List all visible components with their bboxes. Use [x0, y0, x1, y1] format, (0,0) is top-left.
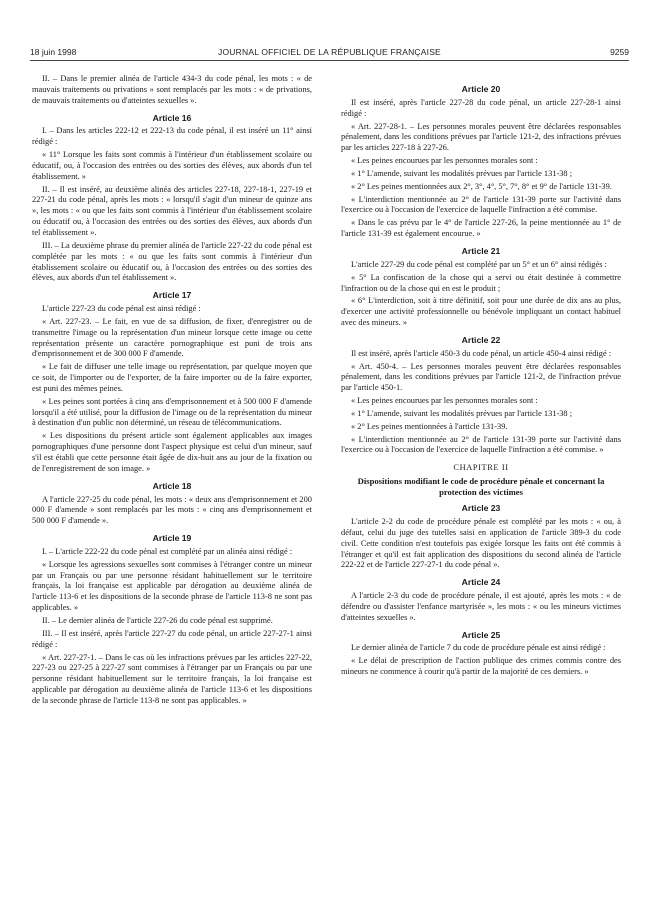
article-heading: Article 25 [461, 629, 501, 640]
paragraph: « L'interdiction mentionnée au 2° de l'article 131-39 porte sur l'activité dans l'exercice ou à l'occasion de l'exercice de laquelle l'infraction a été commise. » [341, 434, 621, 455]
paragraph: Il est inséré, après l'article 227-28 du code pénal, un article 227-28-1 ainsi rédigé : [341, 97, 621, 118]
right-column [341, 74, 621, 680]
paragraph: L'article 227-29 du code pénal est complété par un 5° et un 6° ainsi rédigés : [351, 259, 607, 269]
paragraph: « Dans le cas prévu par le 4° de l'article 227-26, la peine mentionnée au 1° de l'article 131-39 est également encourue. » [341, 218, 621, 239]
header-page-number: 9259 [610, 47, 629, 57]
paragraph: « Les dispositions du présent article sont également applicables aux images pornographiques d'une personne dont l'aspect physique est celui d'un mineur, sauf s'il est établi que cette personne était âgée de dix-huit ans au jour de la fixation ou de l'enregistrement de son image. » [32, 431, 312, 473]
paragraph: « Le délai de prescription de l'action publique des crimes commis contre des mineurs ne commence à courir qu'à partir de la majorité de ces derniers. » [341, 656, 621, 677]
article-heading: Article 19 [152, 533, 192, 544]
paragraph: « Les peines sont portées à cinq ans d'emprisonnement et à 500 000 F d'amende lorsqu'il a été utilisé, pour la diffusion de l'image ou de la représentation du mineur à destination d'un public non déterminé, un réseau de télécommunications. [32, 396, 312, 428]
paragraph: « 1° L'amende, suivant les modalités prévues par l'article 131-38 ; [351, 408, 573, 418]
paragraph: « 1° L'amende, suivant les modalités prévues par l'article 131-38 ; [351, 168, 573, 178]
article-heading: Article 17 [152, 290, 192, 301]
paragraph: « 2° Les peines mentionnées à l'article 131-39. [351, 421, 508, 431]
left-column [32, 74, 312, 709]
paragraph: III. – La deuxième phrase du premier alinéa de l'article 227-22 du code pénal est complétée par les mots : « ou que les faits sont commis à l'intérieur d'un établissement scolaire ou éducatif ou, à l'occasion des entrées ou des sorties des élèves, aux abords d'un tel établissement ». [32, 240, 312, 283]
chapter-title: Dispositions modifiant le code de procédure pénale et concernant la protection des victimes [357, 476, 605, 497]
paragraph: « 6° L'interdiction, soit à titre définitif, soit pour une durée de dix ans au plus, d'exercer une activité professionnelle ou bénévole impliquant un contact habituel avec des mineurs. » [341, 296, 621, 328]
article-heading: Article 20 [461, 84, 501, 94]
page-header [30, 47, 629, 61]
chapter-heading: CHAPITRE II [453, 463, 509, 473]
paragraph: II. – Il est inséré, au deuxième alinéa des articles 227-18, 227-18-1, 227-19 et 227-21 du code pénal, après les mots : « lorsqu'il s'agit d'un mineur de quinze ans », les mots : « ou que les faits sont commis à l'intérieur d'un établissement scolaire ou éducatif ou, à l'occasion des entrées ou des sorties des élèves, aux abords d'un tel établissement ». [32, 184, 312, 237]
paragraph: A l'article 227-25 du code pénal, les mots : « deux ans d'emprisonnement et 200 000 F d'amende » sont remplacés par les mots : « cinq ans d'emprisonnement et 500 000 F d'amende ». [32, 494, 312, 526]
paragraph: Il est inséré, après l'article 450-3 du code pénal, un article 450-4 ainsi rédigé : [351, 348, 612, 358]
header-date: 18 juin 1998 [30, 47, 77, 57]
paragraph: « Art. 227-23. – Le fait, en vue de sa diffusion, de fixer, d'enregistrer ou de transmettre l'image ou la représentation d'un mineur lorsque cette image ou cette représentation présente un caractère pornographique est puni de trois ans d'emprisonnement et de 300 000 F d'amende. [32, 316, 312, 359]
article-heading: Article 21 [461, 245, 501, 256]
paragraph: « 5° La confiscation de la chose qui a servi ou était destinée à commettre l'infraction ou de la chose qui en est le produit ; [341, 272, 621, 293]
paragraph: « Art. 450-4. – Les personnes morales peuvent être déclarées responsables pénalement, dans les conditions prévues par l'article 121-2, de l'infraction prévue par l'article 450-1. [341, 361, 621, 393]
paragraph: I. – L'article 222-22 du code pénal est complété par un alinéa ainsi rédigé : [42, 546, 293, 556]
header-journal-title: JOURNAL OFFICIEL DE LA RÉPUBLIQUE FRANÇAISE [218, 47, 441, 57]
paragraph: « 11° Lorsque les faits sont commis à l'intérieur d'un établissement scolaire ou éducatif, ou, à l'occasion des entrées ou des sorties des élèves, aux abords d'un tel établissement. » [32, 150, 312, 181]
paragraph: Le dernier alinéa de l'article 7 du code de procédure pénale est ainsi rédigé : [351, 643, 606, 653]
paragraph: « Art. 227-28-1. – Les personnes morales peuvent être déclarées responsables pénalement, dans les conditions prévues par l'article 121-2, des infractions prévues par les articles 227-18 à 227-26. [341, 121, 621, 153]
article-heading: Article 18 [152, 480, 192, 491]
article-heading: Article 24 [461, 577, 501, 588]
paragraph: « Les peines encourues par les personnes morales sont : [351, 396, 538, 406]
paragraph: « Lorsque les agressions sexuelles sont commises à l'étranger contre un mineur par un Français ou par une personne résidant habituellement sur le territoire français, la loi française est applicable par dérogation au deuxième alinéa de l'article 113-6 et les dispositions de la seconde phrase de l'article 113-8 ne sont pas applicables. » [32, 559, 312, 613]
paragraph: L'article 227-23 du code pénal est ainsi rédigé : [42, 304, 201, 314]
paragraph: « L'interdiction mentionnée au 2° de l'article 131-39 porte sur l'activité dans l'exercice ou à l'occasion de l'exercice de laquelle l'infraction a été commise. [341, 194, 621, 215]
paragraph: I. – Dans les articles 222-12 et 222-13 du code pénal, il est inséré un 11° ainsi rédigé : [32, 126, 312, 147]
paragraph: II. – Le dernier alinéa de l'article 227-26 du code pénal est supprimé. [42, 615, 273, 625]
paragraph: III. – Il est inséré, après l'article 227-27 du code pénal, un article 227-27-1 ainsi rédigé : [32, 628, 312, 649]
paragraph: « Les peines encourues par les personnes morales sont : [351, 156, 538, 166]
header-rule [30, 60, 629, 61]
paragraph: « Art. 227-27-1. – Dans le cas où les infractions prévues par les articles 227-22, 227-23 ou 227-25 à 227-27 sont commises à l'étranger par un Français ou par une personne résidant habituellement sur le territoire français, la loi française est applicable par dérogation au deuxième alinéa de l'article 113-6 et les dispositions de la seconde phrase de l'article 113-8 ne sont pas applicables. » [32, 652, 312, 705]
article-heading: Article 22 [461, 334, 501, 345]
article-heading: Article 16 [152, 112, 192, 123]
paragraph: « 2° Les peines mentionnées aux 2°, 3°, 4°, 5°, 7°, 8° et 9° de l'article 131-39. [351, 181, 612, 191]
article-heading: Article 23 [461, 503, 501, 514]
paragraph: L'article 2-2 du code de procédure pénale est complété par les mots : « ou, à défaut, celui du juge des tutelles saisi en application de l'article 389-3 du code civil. Cette condition n'est toutefois pas exigée lorsque les faits ont été commis à l'étranger et qu'il est fait application des dispositions du second alinéa de l'article 222-22 et de l'article 227-27-1 du code pénal ». [341, 517, 621, 570]
paragraph: A l'article 2-3 du code de procédure pénale, il est ajouté, après les mots : « de défendre ou d'assister l'enfance martyrisée », les mots : « ou les mineurs victimes d'atteintes sexuelles ». [341, 591, 621, 622]
paragraph: « Le fait de diffuser une telle image ou représentation, par quelque moyen que ce soit, de l'importer ou de l'exporter, de la faire importer ou de la faire exporter, est puni des mêmes peines. [32, 362, 312, 393]
paragraph: II. – Dans le premier alinéa de l'article 434-3 du code pénal, les mots : « de mauvais traitements ou privations » sont remplacés par les mots : « de privations, de mauvais traitements ou d'atteintes sexuelles ». [32, 74, 312, 105]
